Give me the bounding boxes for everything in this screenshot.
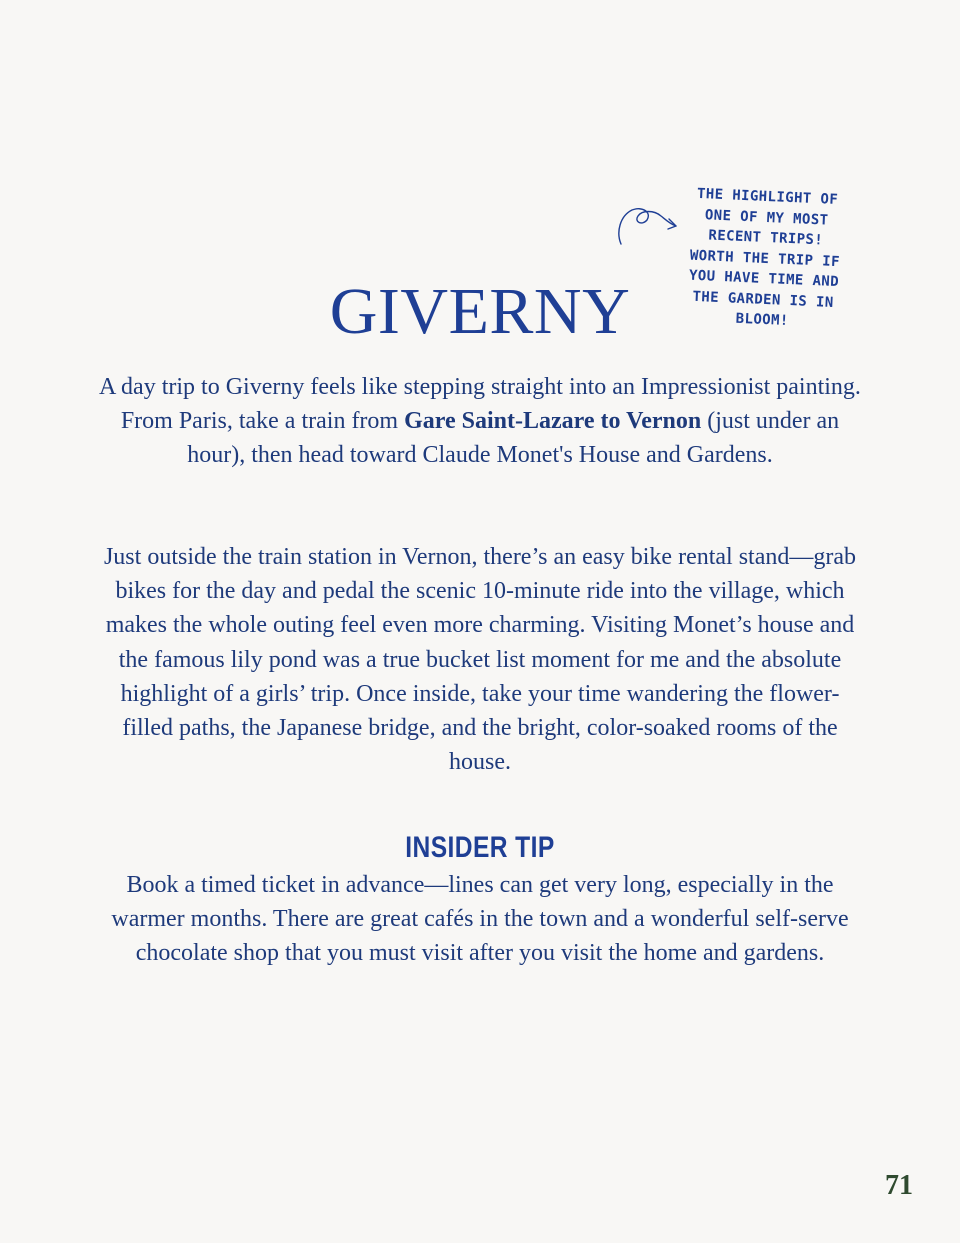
note-line: BLOOM! bbox=[735, 310, 790, 330]
insider-tip-heading: INSIDER TIP bbox=[405, 831, 555, 864]
page-title: GIVERNY bbox=[329, 275, 631, 348]
page-number: 71 bbox=[885, 1170, 913, 1201]
intro-paragraph bbox=[98, 370, 862, 473]
intro-text-end: (just under an hour), then head toward Claude Monet's House and Gardens. bbox=[187, 408, 840, 469]
note-line: THE GARDEN IS IN bbox=[692, 288, 834, 311]
insider-tip-text: Book a timed ticket in advance—lines can get very long, especially in the warmer months. There are great cafés in the town and a wonderful self-serve chocolate shop that you must visit after you visit the home and gardens. bbox=[111, 872, 849, 967]
note-line: THE HIGHLIGHT OF bbox=[696, 185, 839, 209]
note-line: WORTH THE TRIP IF bbox=[689, 247, 841, 270]
curly-arrow-icon bbox=[614, 202, 684, 250]
note-line: RECENT TRIPS! bbox=[708, 227, 824, 249]
note-line: ONE OF MY MOST bbox=[704, 206, 829, 229]
handwritten-note bbox=[680, 183, 850, 334]
train-route-highlight: Gare Saint-Lazare to Vernon bbox=[404, 408, 702, 435]
body-paragraph: Just outside the train station in Vernon, there’s an easy bike rental stand—grab bikes for the day and pedal the scenic 10-minute ride into the village, which makes the whole outing feel even more charming. Visiting Monet’s house and the famous lily pond was a true bucket list moment for me and the absolute highlight of a girls’ trip. Once inside, take your time wandering the flower-filled paths, the Japanese bridge, and the bright, color-soaked rooms of the house. bbox=[103, 544, 857, 776]
intro-text-start: A day trip to Giverny feels like stepping straight into an Impressionist painting. From Paris, take a train from bbox=[99, 374, 861, 435]
note-line: YOU HAVE TIME AND bbox=[688, 267, 840, 291]
